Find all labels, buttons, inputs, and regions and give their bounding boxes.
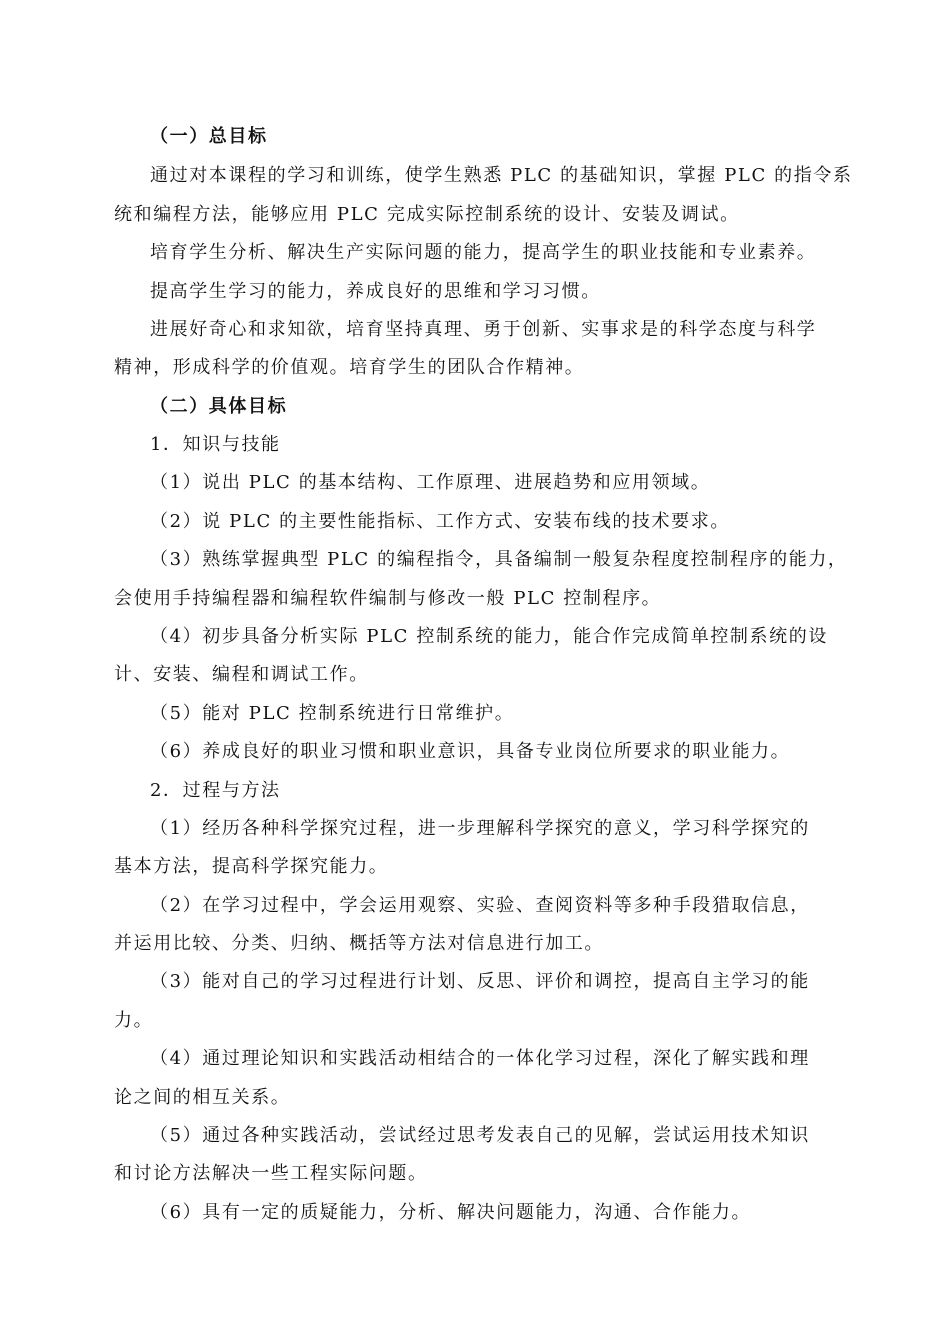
- heading-overall-goal: （一）总目标: [150, 126, 268, 147]
- list-item: （5）通过各种实践活动，尝试经过思考发表自己的见解，尝试运用技术知识: [150, 1125, 810, 1146]
- list-item-continuation: 和讨论方法解决一些工程实际问题。: [114, 1163, 428, 1184]
- list-item-continuation: 基本方法，提高科学探究能力。: [114, 856, 389, 877]
- list-item: （6）养成良好的职业习惯和职业意识，具备专业岗位所要求的职业能力。: [150, 741, 791, 762]
- subheading-knowledge: 1．知识与技能: [150, 434, 281, 455]
- list-item-continuation: 力。: [114, 1010, 154, 1031]
- paragraph-line: 精神，形成科学的价值观。培育学生的团队合作精神。: [114, 357, 585, 378]
- heading-specific-goal: （二）具体目标: [150, 396, 288, 417]
- list-item: （4）通过理论知识和实践活动相结合的一体化学习过程，深化了解实践和理: [150, 1048, 810, 1069]
- paragraph-line: 通过对本课程的学习和训练，使学生熟悉 PLC 的基础知识，掌握 PLC 的指令系: [150, 165, 853, 186]
- list-item-continuation: 并运用比较、分类、归纳、概括等方法对信息进行加工。: [114, 933, 604, 954]
- subheading-process: 2．过程与方法: [150, 780, 281, 801]
- list-item: （4）初步具备分析实际 PLC 控制系统的能力，能合作完成简单控制系统的设: [150, 626, 828, 647]
- paragraph-line: 统和编程方法，能够应用 PLC 完成实际控制系统的设计、安装及调试。: [114, 204, 740, 225]
- list-item: （2）说 PLC 的主要性能指标、工作方式、安装布线的技术要求。: [150, 511, 730, 532]
- list-item: （6）具有一定的质疑能力，分析、解决问题能力，沟通、合作能力。: [150, 1202, 752, 1223]
- list-item: （1）说出 PLC 的基本结构、工作原理、进展趋势和应用领域。: [150, 472, 711, 493]
- list-item: （3）熟练掌握典型 PLC 的编程指令，具备编制一般复杂程度控制程序的能力，: [150, 549, 848, 570]
- list-item-continuation: 会使用手持编程器和编程软件编制与修改一般 PLC 控制程序。: [114, 588, 662, 609]
- paragraph-line: 提高学生学习的能力，养成良好的思维和学习习惯。: [150, 281, 601, 302]
- list-item-continuation: 计、安装、编程和调试工作。: [114, 664, 369, 685]
- list-item: （1）经历各种科学探究过程，进一步理解科学探究的意义，学习科学探究的: [150, 818, 810, 839]
- paragraph-line: 培育学生分析、解决生产实际问题的能力，提高学生的职业技能和专业素养。: [150, 242, 817, 263]
- list-item: （5）能对 PLC 控制系统进行日常维护。: [150, 703, 515, 724]
- paragraph-line: 进展好奇心和求知欲，培育坚持真理、勇于创新、实事求是的科学态度与科学: [150, 319, 817, 340]
- list-item-continuation: 论之间的相互关系。: [114, 1087, 291, 1108]
- list-item: （2）在学习过程中，学会运用观察、实验、查阅资料等多种手段猎取信息，: [150, 895, 810, 916]
- list-item: （3）能对自己的学习过程进行计划、反思、评价和调控，提高自主学习的能: [150, 971, 810, 992]
